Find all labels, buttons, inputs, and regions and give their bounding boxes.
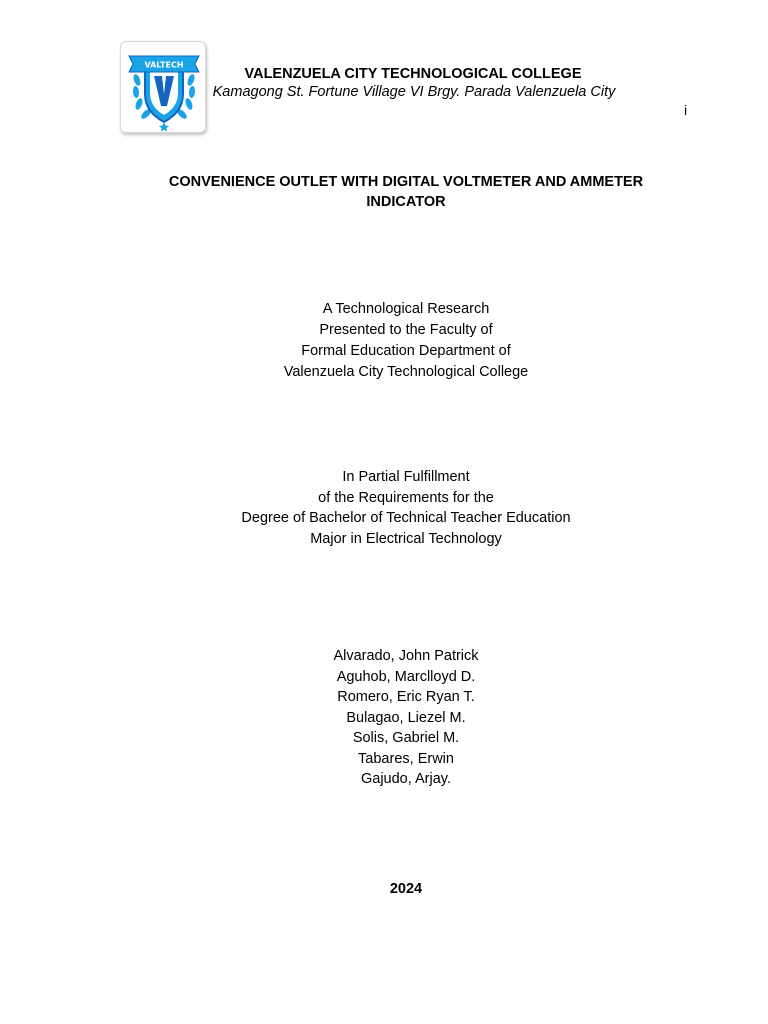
college-address: Kamagong St. Fortune Village VI Brgy. Parada Valenzuela City (212, 84, 616, 100)
fulfillment-line: of the Requirements for the (318, 489, 494, 506)
author-name: Romero, Eric Ryan T. (337, 689, 475, 705)
author-name: Aguhob, Marclloyd D. (336, 668, 476, 685)
college-name: VALENZUELA CITY TECHNOLOGICAL COLLEGE (244, 66, 582, 82)
fulfillment-line: In Partial Fulfillment (342, 469, 470, 485)
fulfillment-statement (0, 467, 768, 549)
author-name: Solis, Gabriel M. (352, 730, 460, 746)
statement-line: A Technological Research (322, 301, 490, 317)
title-line: CONVENIENCE OUTLET WITH DIGITAL VOLTMETER AND AMMETER (168, 174, 644, 190)
fulfillment-line: Degree of Bachelor of Technical Teacher Education (241, 510, 571, 526)
logo-wordmark: VALTECH (144, 60, 184, 70)
publication-year: 2024 (389, 881, 423, 897)
author-list (0, 646, 768, 790)
statement-line: Valenzuela City Technological College (283, 364, 529, 380)
page-number: i (684, 102, 688, 118)
author-name: Gajudo, Arjay. (360, 771, 451, 787)
author-name: Bulagao, Liezel M. (346, 709, 466, 726)
statement-line: Presented to the Faculty of (319, 322, 493, 338)
fulfillment-line: Major in Electrical Technology (310, 530, 502, 547)
author-name: Tabares, Erwin (358, 750, 454, 767)
statement-line: Formal Education Department of (301, 343, 511, 359)
research-title (0, 173, 768, 212)
research-statement (0, 299, 768, 383)
author-name: Alvarado, John Patrick (333, 648, 479, 664)
title-line: INDICATOR (366, 193, 446, 210)
